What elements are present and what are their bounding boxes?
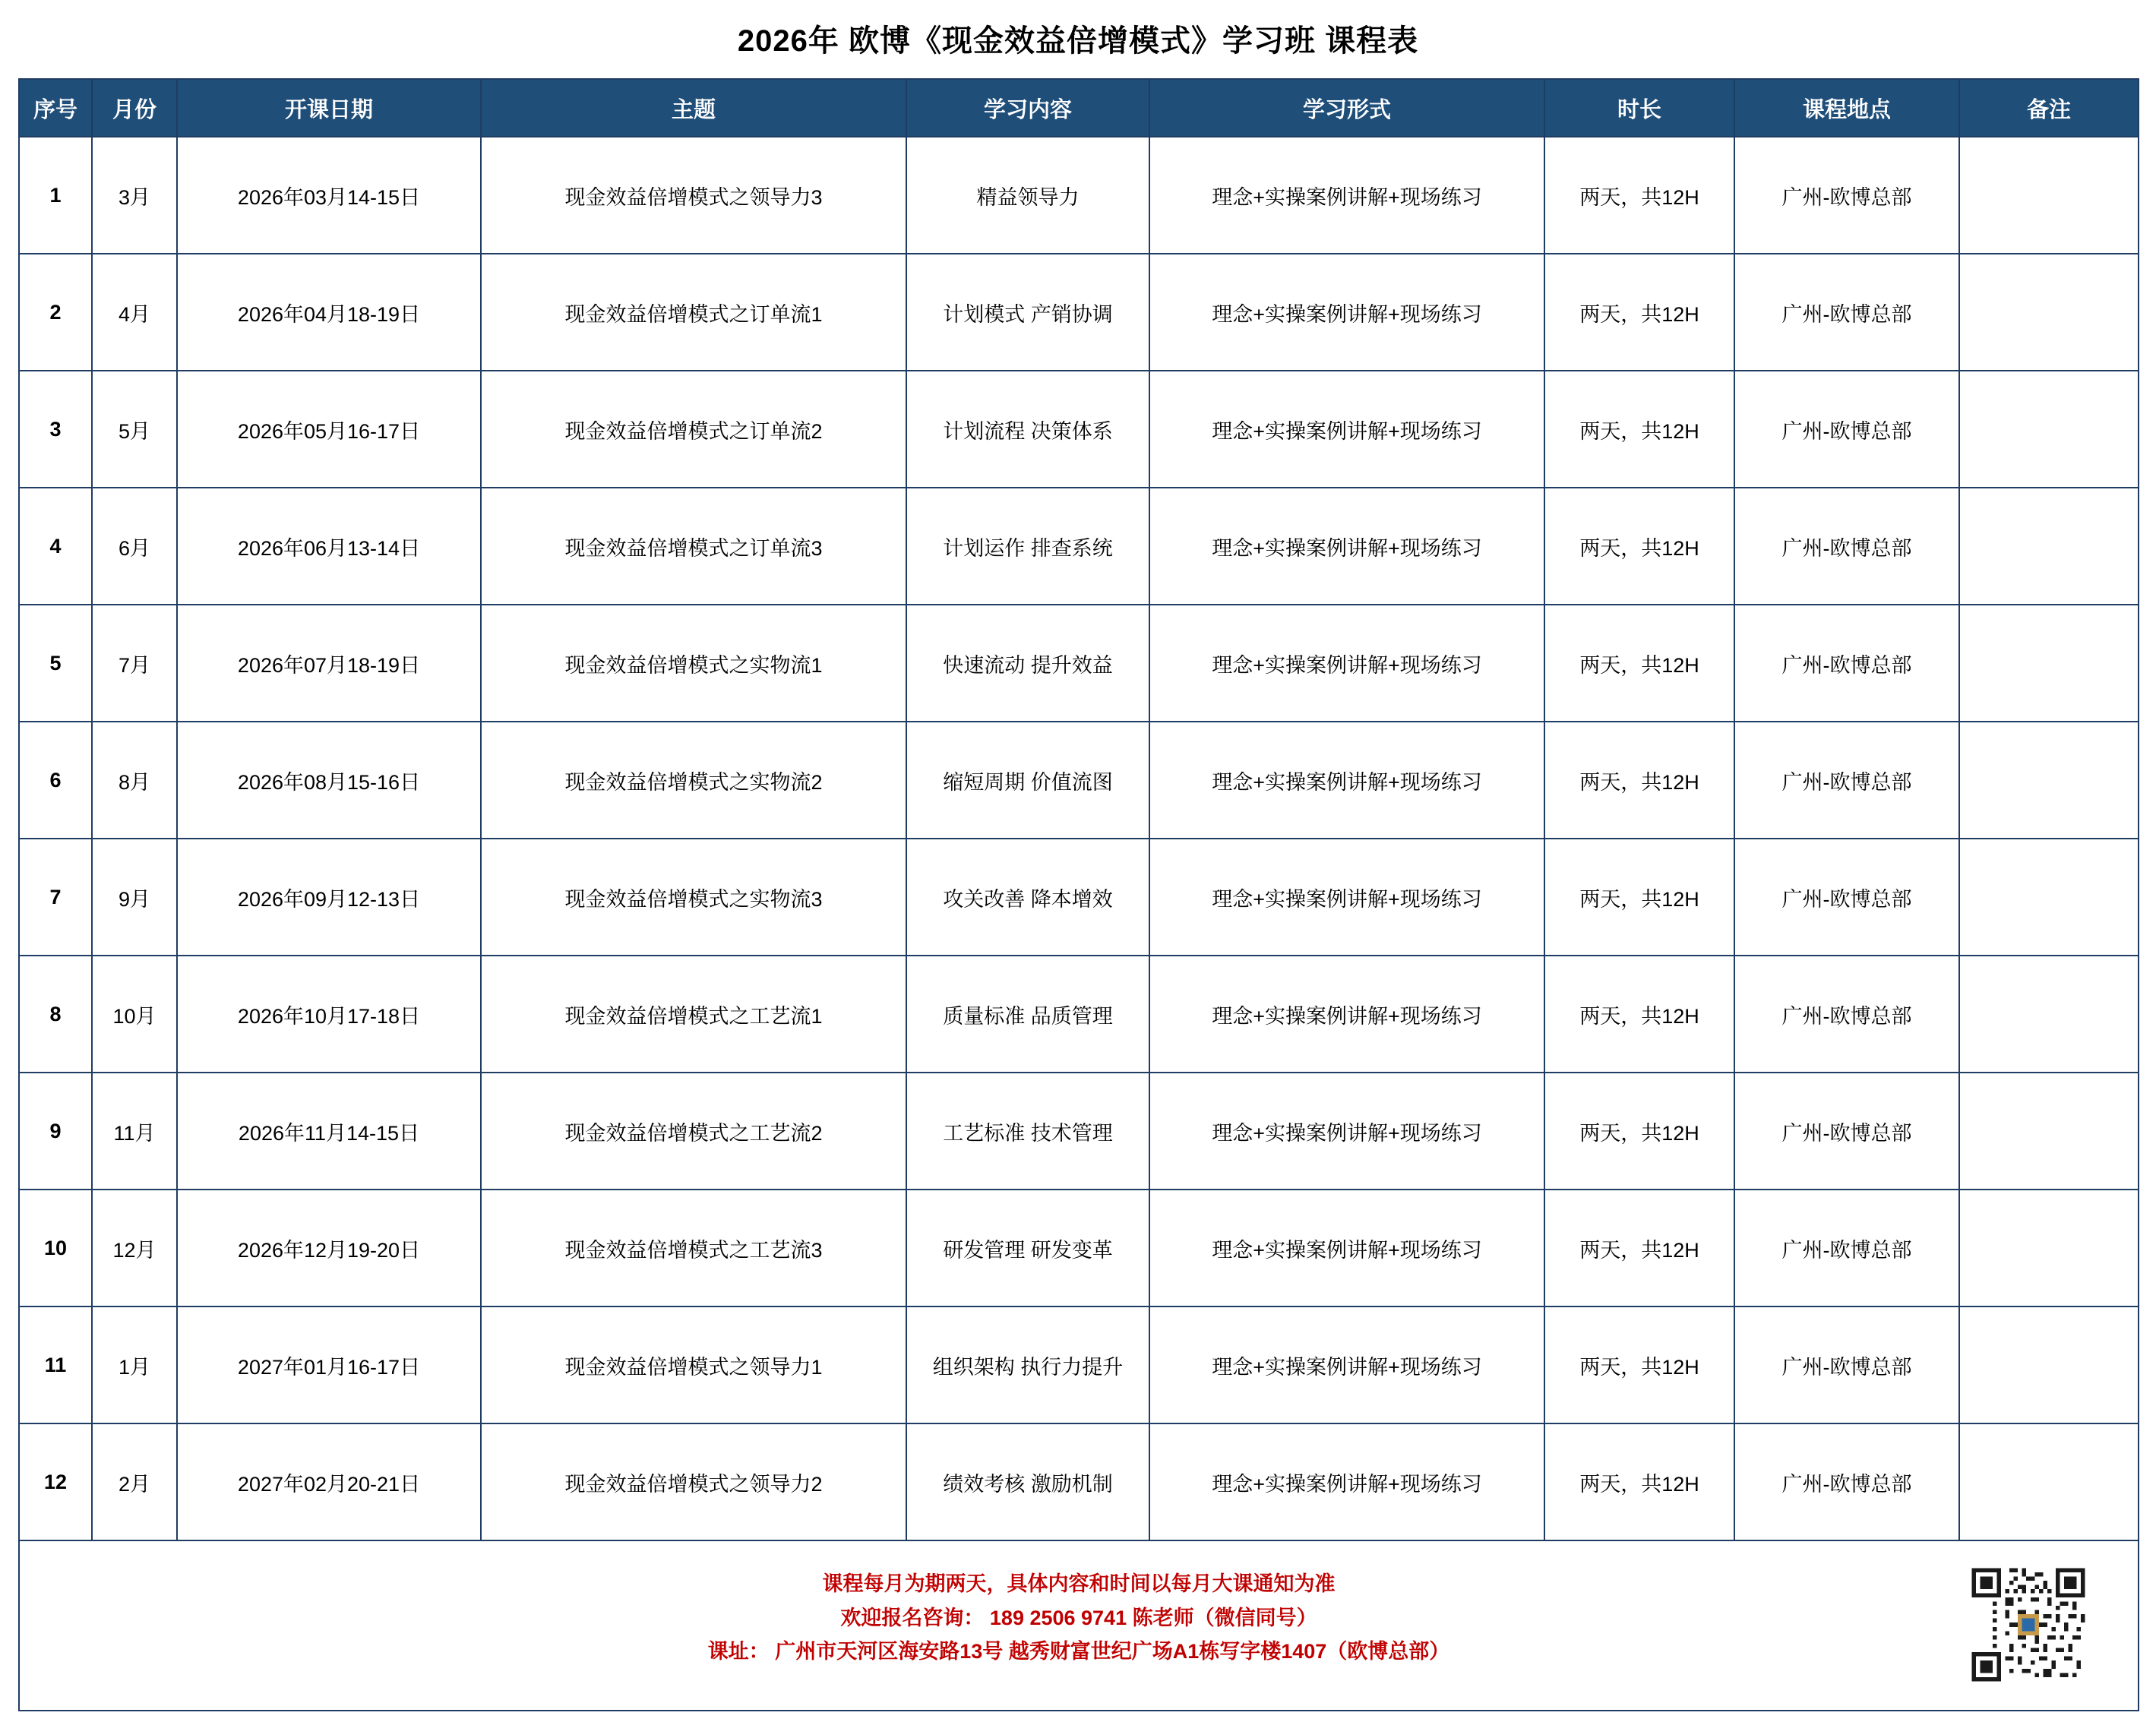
- cell-date: 2026年04月18-19日: [177, 254, 481, 371]
- table-row: [19, 1073, 2139, 1190]
- cell-no: 5: [19, 605, 92, 722]
- cell-month: 2月: [92, 1423, 177, 1540]
- cell-topic: 现金效益倍增模式之工艺流1: [481, 956, 906, 1073]
- cell-place: 广州-欧博总部: [1734, 371, 1959, 488]
- column-header-topic: 主题: [481, 79, 906, 137]
- cell-place: 广州-欧博总部: [1734, 722, 1959, 839]
- cell-remark: [1959, 839, 2139, 956]
- cell-duration: 两天，共12H: [1544, 1423, 1734, 1540]
- cell-remark: [1959, 1423, 2139, 1540]
- cell-month: 1月: [92, 1307, 177, 1423]
- table-body: [19, 137, 2139, 1711]
- cell-form: 理念+实操案例讲解+现场练习: [1149, 722, 1544, 839]
- cell-no: 12: [19, 1423, 92, 1540]
- cell-remark: [1959, 488, 2139, 605]
- cell-remark: [1959, 137, 2139, 254]
- cell-month: 6月: [92, 488, 177, 605]
- cell-topic: 现金效益倍增模式之实物流3: [481, 839, 906, 956]
- column-header-no: 序号: [19, 79, 92, 137]
- cell-content: 计划模式 产销协调: [906, 254, 1149, 371]
- cell-content: 计划流程 决策体系: [906, 371, 1149, 488]
- cell-no: 7: [19, 839, 92, 956]
- cell-form: 理念+实操案例讲解+现场练习: [1149, 254, 1544, 371]
- cell-month: 8月: [92, 722, 177, 839]
- cell-date: 2026年09月12-13日: [177, 839, 481, 956]
- cell-form: 理念+实操案例讲解+现场练习: [1149, 488, 1544, 605]
- cell-form: 理念+实操案例讲解+现场练习: [1149, 1190, 1544, 1307]
- cell-duration: 两天，共12H: [1544, 371, 1734, 488]
- cell-remark: [1959, 371, 2139, 488]
- footer-note-contact: 欢迎报名咨询： 189 2506 9741 陈老师（微信同号）: [840, 1606, 1317, 1629]
- cell-place: 广州-欧博总部: [1734, 956, 1959, 1073]
- cell-form: 理念+实操案例讲解+现场练习: [1149, 839, 1544, 956]
- table-header-row: [19, 79, 2139, 137]
- cell-no: 9: [19, 1073, 92, 1190]
- cell-date: 2026年12月19-20日: [177, 1190, 481, 1307]
- column-header-remark: 备注: [1959, 79, 2139, 137]
- table-row: [19, 371, 2139, 488]
- cell-remark: [1959, 254, 2139, 371]
- column-header-form: 学习形式: [1149, 79, 1544, 137]
- footer-note-schedule: 课程每月为期两天，具体内容和时间以每月大课通知为准: [822, 1572, 1336, 1595]
- cell-date: 2026年03月14-15日: [177, 137, 481, 254]
- cell-remark: [1959, 722, 2139, 839]
- page-title: 2026年 欧博《现金效益倍增模式》学习班 课程表: [737, 24, 1419, 58]
- cell-no: 11: [19, 1307, 92, 1423]
- cell-topic: 现金效益倍增模式之工艺流2: [481, 1073, 906, 1190]
- table-row: [19, 254, 2139, 371]
- column-header-content: 学习内容: [906, 79, 1149, 137]
- cell-date: 2026年08月15-16日: [177, 722, 481, 839]
- cell-no: 6: [19, 722, 92, 839]
- footer-note-address: 课址： 广州市天河区海安路13号 越秀财富世纪广场A1栋写字楼1407（欧博总部）: [707, 1640, 1450, 1664]
- footer-row: [19, 1540, 2139, 1711]
- cell-content: 工艺标准 技术管理: [906, 1073, 1149, 1190]
- cell-topic: 现金效益倍增模式之订单流2: [481, 371, 906, 488]
- column-header-place: 课程地点: [1734, 79, 1959, 137]
- footer-container: [24, 1546, 2133, 1705]
- column-header-duration: 时长: [1544, 79, 1734, 137]
- cell-content: 缩短周期 价值流图: [906, 722, 1149, 839]
- column-header-month: 月份: [92, 79, 177, 137]
- cell-form: 理念+实操案例讲解+现场练习: [1149, 956, 1544, 1073]
- cell-remark: [1959, 1307, 2139, 1423]
- cell-place: 广州-欧博总部: [1734, 254, 1959, 371]
- table-header: [19, 79, 2139, 137]
- cell-duration: 两天，共12H: [1544, 605, 1734, 722]
- cell-no: 8: [19, 956, 92, 1073]
- cell-date: 2027年01月16-17日: [177, 1307, 481, 1423]
- cell-topic: 现金效益倍增模式之领导力2: [481, 1423, 906, 1540]
- cell-content: 研发管理 研发变革: [906, 1190, 1149, 1307]
- cell-date: 2026年06月13-14日: [177, 488, 481, 605]
- footer-notes: [24, 1567, 2133, 1669]
- cell-form: 理念+实操案例讲解+现场练习: [1149, 1423, 1544, 1540]
- table-row: [19, 605, 2139, 722]
- qr-code-icon: [1968, 1564, 2089, 1686]
- cell-form: 理念+实操案例讲解+现场练习: [1149, 1307, 1544, 1423]
- cell-month: 9月: [92, 839, 177, 956]
- cell-no: 10: [19, 1190, 92, 1307]
- cell-place: 广州-欧博总部: [1734, 1190, 1959, 1307]
- cell-topic: 现金效益倍增模式之订单流1: [481, 254, 906, 371]
- cell-topic: 现金效益倍增模式之实物流1: [481, 605, 906, 722]
- cell-month: 11月: [92, 1073, 177, 1190]
- cell-content: 组织架构 执行力提升: [906, 1307, 1149, 1423]
- table-row: [19, 722, 2139, 839]
- course-schedule-table: [18, 78, 2139, 1711]
- cell-month: 3月: [92, 137, 177, 254]
- cell-duration: 两天，共12H: [1544, 1307, 1734, 1423]
- cell-month: 10月: [92, 956, 177, 1073]
- column-header-date: 开课日期: [177, 79, 481, 137]
- cell-place: 广州-欧博总部: [1734, 1423, 1959, 1540]
- table-row: [19, 488, 2139, 605]
- cell-no: 3: [19, 371, 92, 488]
- cell-date: 2026年11月14-15日: [177, 1073, 481, 1190]
- cell-month: 7月: [92, 605, 177, 722]
- cell-no: 4: [19, 488, 92, 605]
- cell-content: 快速流动 提升效益: [906, 605, 1149, 722]
- cell-place: 广州-欧博总部: [1734, 488, 1959, 605]
- cell-date: 2026年10月17-18日: [177, 956, 481, 1073]
- cell-place: 广州-欧博总部: [1734, 1307, 1959, 1423]
- cell-form: 理念+实操案例讲解+现场练习: [1149, 605, 1544, 722]
- cell-content: 绩效考核 激励机制: [906, 1423, 1149, 1540]
- cell-date: 2026年07月18-19日: [177, 605, 481, 722]
- cell-date: 2027年02月20-21日: [177, 1423, 481, 1540]
- cell-topic: 现金效益倍增模式之领导力3: [481, 137, 906, 254]
- cell-place: 广州-欧博总部: [1734, 1073, 1959, 1190]
- cell-month: 5月: [92, 371, 177, 488]
- cell-duration: 两天，共12H: [1544, 722, 1734, 839]
- cell-topic: 现金效益倍增模式之领导力1: [481, 1307, 906, 1423]
- cell-place: 广州-欧博总部: [1734, 137, 1959, 254]
- cell-no: 1: [19, 137, 92, 254]
- cell-content: 质量标准 品质管理: [906, 956, 1149, 1073]
- cell-duration: 两天，共12H: [1544, 488, 1734, 605]
- table-row: [19, 1307, 2139, 1423]
- cell-topic: 现金效益倍增模式之订单流3: [481, 488, 906, 605]
- cell-duration: 两天，共12H: [1544, 1190, 1734, 1307]
- table-row: [19, 1423, 2139, 1540]
- cell-content: 精益领导力: [906, 137, 1149, 254]
- table-row: [19, 839, 2139, 956]
- cell-form: 理念+实操案例讲解+现场练习: [1149, 137, 1544, 254]
- cell-form: 理念+实操案例讲解+现场练习: [1149, 371, 1544, 488]
- cell-date: 2026年05月16-17日: [177, 371, 481, 488]
- table-row: [19, 1190, 2139, 1307]
- cell-topic: 现金效益倍增模式之实物流2: [481, 722, 906, 839]
- cell-duration: 两天，共12H: [1544, 254, 1734, 371]
- table-row: [19, 956, 2139, 1073]
- cell-topic: 现金效益倍增模式之工艺流3: [481, 1190, 906, 1307]
- cell-duration: 两天，共12H: [1544, 1073, 1734, 1190]
- cell-remark: [1959, 1073, 2139, 1190]
- cell-form: 理念+实操案例讲解+现场练习: [1149, 1073, 1544, 1190]
- cell-content: 攻关改善 降本增效: [906, 839, 1149, 956]
- cell-remark: [1959, 1190, 2139, 1307]
- cell-remark: [1959, 605, 2139, 722]
- cell-no: 2: [19, 254, 92, 371]
- cell-duration: 两天，共12H: [1544, 137, 1734, 254]
- cell-duration: 两天，共12H: [1544, 956, 1734, 1073]
- cell-month: 12月: [92, 1190, 177, 1307]
- cell-place: 广州-欧博总部: [1734, 605, 1959, 722]
- cell-duration: 两天，共12H: [1544, 839, 1734, 956]
- cell-place: 广州-欧博总部: [1734, 839, 1959, 956]
- table-row: [19, 137, 2139, 254]
- footer-cell: [19, 1540, 2139, 1711]
- cell-content: 计划运作 排查系统: [906, 488, 1149, 605]
- cell-remark: [1959, 956, 2139, 1073]
- cell-month: 4月: [92, 254, 177, 371]
